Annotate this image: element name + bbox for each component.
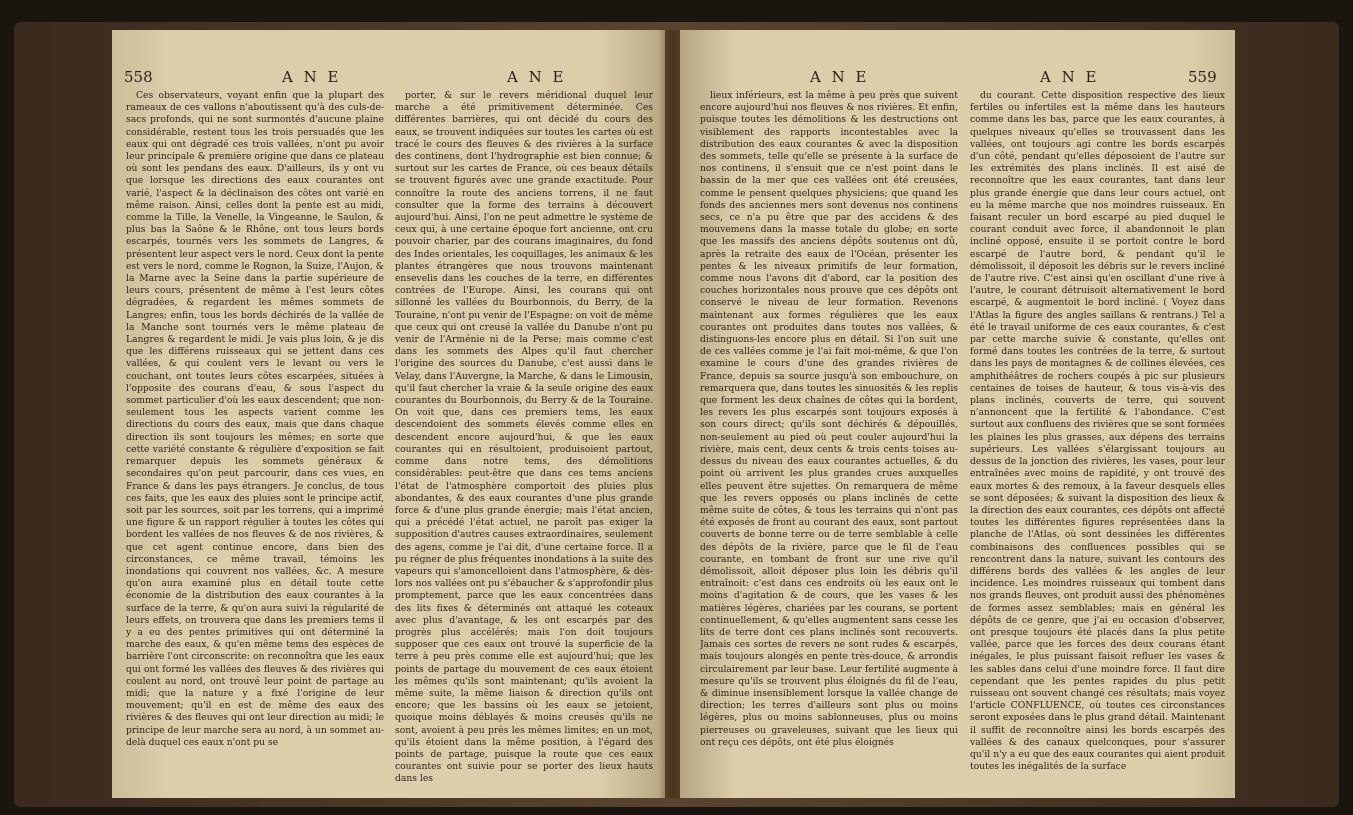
left-page-column-2 bbox=[395, 90, 653, 796]
right-header-right: A N E bbox=[1040, 68, 1100, 86]
left-page-number: 558 bbox=[124, 68, 153, 86]
left-col2-text: porter, & sur le revers méridional duquel leur marche a été primitivement déterminée. Ces différentes barrières, qui ont décidé du cours des eaux, se trouvent indiquées sur toutes les cartes où est tracé le cours des fleuves & des rivières à la surface des continens, dont l'hydrographie est bien connue; & surtout sur les cartes de France, où ces beaux détails se trouvent figurés avec une grande exactitude. Pour connoître la route des anciens torrens, il ne faut consulter que la forme des terrains à découvert aujourd'hui. Ainsi, l'on ne peut admettre le système de ceux qui, à une certaine époque fort ancienne, ont cru pouvoir charier, par des courans imaginaires, du fond des Indes orientales, les coquillages, les animaux & les plantes étrangères que nous trouvons maintenant ensevelis dans les couches de la terre, en différentes contrées de l'Europe. Ainsi, les courans qui ont sillonné les vallées du Bourbonnois, du Berry, de la Touraine, n'ont pu venir de l'Espagne: on voit de même que ceux qui ont creusé la vallée du Danube n'ont pu venir de l'Arménie ni de la Perse; mais comme c'est dans les sommets des Alpes qu'il faut chercher l'origine des sources du Danube, c'est aussi dans le Velay, dans l'Auvergne, la Marche, & dans le Limousin, qu'il faut chercher la vraie & la seule origine des eaux courantes du Bourbonnois, du Berry & de la Touraine. On voit que, dans ces premiers tems, les eaux descendoient des sommets élevés comme elles en descendent encore aujourd'hui, & que les eaux courantes qui en résultoient, produisoient partout, comme dans notre tems, des démolitions considérables: peut-être que dans ces tems anciens l'état de l'atmosphère comportoit des pluies plus abondantes, & des eaux courantes d'une plus grande force & d'une plus grande énergie; mais l'état ancien, qui a précédé l'état actuel, ne paroît pas exiger la supposition d'autres causes extraordinaires, seulement des agens, comme je l'ai dit, d'une certaine force. Il a pu régner de plus fréquentes inondations à la suite des vapeurs qui s'amoncelloient dans l'atmosphère, & dès-lors nos vallées ont pu s'ébaucher & s'approfondir plus promptement, parce que les eaux concentrées dans des lits fixes & déterminés ont attaqué les coteaux avec plus d'avantage, & les ont escarpés par des progrès plus accélérés; mais l'on doit toujours supposer que ces eaux ont trouvé la superficie de la terre à peu près comme elle est aujourd'hui; que les points de partage du mouvement de ces eaux étoient les mêmes qu'ils sont maintenant; qu'ils avoient la même suite, la même liaison & direction qu'ils ont encore; que les bassins où les eaux se jetoient, quoique moins déblayés & moins creusés qu'ils ne sont, avoient à peu près les mêmes limites; en un mot, qu'ils étoient dans la même position, à l'égard des points de partage, puisque la route que ces eaux courantes ont suivie pour se porter des lieux hauts dans les bbox=[395, 90, 653, 785]
left-header-right: A N E bbox=[507, 68, 567, 86]
left-col1-text: Ces observateurs, voyant enfin que la plupart des rameaux de ces vallons n'aboutissent qu'à des culs-de-sacs profonds, qui ne sont surmontés d'aucune plaine considérable, restent tous les trois persuadés que les eaux qui ont dégradé ces trois vallées, n'ont pu avoir leur principale & première origine que dans ce plateau où sont les pendans des eaux. D'ailleurs, ils y ont vu que lorsque les directions des eaux courantes ont varié, l'aspect & la déclinaison des côtes ont varié en même raison. Ainsi, celles dont la pente est au midi, comme la Tille, la Venelle, la Vingeanne, le Saulon, & plus bas la Saône & le Rhône, ont tous leurs bords escarpés, tournés vers les sommets de Langres, & présentent leur aspect vers le nord. Ceux dont la pente est vers le nord, comme le Rognon, la Suize, l'Aujon, & la Marne avec la Seine dans la partie supérieure de leurs cours, présentent de même à l'est leurs côtes dégradées, & regardent les mêmes sommets de Langres; enfin, tous les bords déchirés de la vallée de la Manche sont tournés vers le même plateau de Langres & regardent le midi. Je vais plus loin, & je dis que les différens ruisseaux qui se jettent dans ces vallées, & qui coulent vers le levant ou vers le couchant, ont toutes leurs côtes escarpées, situées à l'opposite des courans d'eau, & sous l'aspect du sommet particulier d'où les eaux descendent; que non-seulement tous les aspects varient comme les directions du cours des eaux, mais que dans chaque direction ils sont toujours les mêmes; en sorte que cette variété constante & régulière d'exposition se fait remarquer depuis les sommets généraux & secondaires qu'on peut parcourir, dans ces vues, en France & dans les pays étrangers. Je conclus, de tous ces faits, que les eaux des pluies sont le principe actif, soit par les sources, soit par les torrens, qui a imprimé une figure & un rapport régulier à toutes les côtes qui bordent les vallées de nos fleuves & de nos rivières, & que cet agent continue encore, dans bien des circonstances, ce même travail, témoins les inondations qui couvrent nos vallées, &c. A mesure qu'on aura examiné plus en détail toute cette économie de la distribution des eaux courantes à la surface de la terre, & qu'on aura suivi la régularité de leurs effets, on trouvera que dans les premiers tems il y a eu des pentes primitives qui ont déterminé la marche des eaux, & qu'en même tems des espèces de barrière l'ont circonscrite: on reconnoîtra que les eaux qui ont formé les vallées des fleuves & des rivières qui coulent au nord, ont trouvé leur point de partage au midi; que la nature y a fixé l'origine de leur mouvement; qu'il en est de même des eaux des rivières & des fleuves qui ont leur direction au midi; le principe de leur marche sera au nord, à un sommet au-delà duquel ces eaux n'ont pu se bbox=[126, 90, 384, 748]
right-page-column-1 bbox=[700, 90, 958, 796]
left-page-column-1 bbox=[126, 90, 384, 796]
right-page bbox=[680, 30, 1235, 798]
left-header-left: A N E bbox=[282, 68, 342, 86]
right-col2-text: du courant. Cette disposition respective des lieux fertiles ou infertiles est la même dans les hauteurs comme dans les bas, parce que les eaux courantes, à quelques niveaux qu'elles se trouvassent dans les vallées, ont toujours agi contre les bords escarpés d'un côté, pendant qu'elles déposoient de l'autre sur les extrémités des plans inclinés. Il est aisé de reconnoître que les eaux courantes, tant dans leur plus grande énergie que dans leur cours actuel, ont eu la même marche que nos moindres ruisseaux. En faisant reculer un bord escarpé au pied duquel le courant conduit avec force, il abandonnoit le plan incliné opposé, ensuite il se portoit contre le bord escarpé de l'autre bord, & pendant qu'il le démolissoit, il déposoit les débris sur le revers incliné de l'autre rive. C'est ainsi qu'en oscillant d'une rive à l'autre, le courant détruisoit alternativement le bord escarpé, & augmentoit le bord incliné. ( Voyez dans l'Atlas la figure des angles saillans & rentrans.) Tel a été le travail uniforme de ces eaux courantes, & c'est par cette marche suivie & constante, qu'elles ont formé dans toutes les contrées de la terre, & surtout dans les pays de montagnes & de collines élevées, ces amphithéâtres de rochers coupés à pic sur plusieurs centaines de toises de hauteur, & tous vis-à-vis des plans inclinés, couverts de terre, qui souvent n'annoncent que la fertilité & l'abondance. C'est surtout aux confluens des rivières que se sont formées les plaines les plus grasses, aux dépens des terrains supérieurs. Les vallées s'élargissant toujours au dessus de la jonction des rivières, les vases, pour leur entraînées avec moins de rapidité, y ont trouvé des eaux mortes & des remoux, à la faveur desquels elles se sont déposées; & suivant la disposition des lieux & la direction des eaux courantes, ces dépôts ont affecté toutes les différentes figures représentées dans la planche de l'Atlas, où sont dessinées les différentes combinaisons des confluences possibles qui se rencontrent dans la nature, suivant les contours des différens bords des vallées & les angles de leur incidence. Les moindres ruisseaux qui tombent dans nos grands fleuves, ont produit aussi des phénomènes de formes assez semblables; mais en général les dépôts de ce genre, que j'ai eu occasion d'observer, ont presque toujours été placés dans la plus petite vallée, parce que les forces des deux courans étant inégales, le plus puissant faisoit refluer les vases & les sables dans celui d'une moindre force. Il faut dire cependant que les pentes rapides du plus petit ruisseau ont souvent changé ces résultats; mais voyez l'article CONFLUENCE, où toutes ces circonstances seront exposées dans le plus grand détail. Maintenant il suffit de reconnoître ainsi les bords escarpés des vallées & des canaux quelconques, pour s'assurer qu'il n'y a eu que des eaux courantes qui aient produit toutes les inégalités de la surface bbox=[970, 90, 1225, 773]
right-col1-text: lieux inférieurs, est la même à peu près que suivent encore aujourd'hui nos fleuves & nos rivières. Et enfin, puisque toutes les démolitions & les destructions ont visiblement des rapports incontestables avec la distribution des eaux courantes & avec la disposition des sommets, telle qu'elle se présente à la surface de nos continens, il s'ensuit que ce n'est point dans le bassin de la mer que ces vallées ont été creusées, comme le pensent quelques physiciens; que quand les fonds des anciennes mers sont devenus nos continens secs, ce n'a pu être que par des accidens & des mouvemens dans la masse totale du globe; en sorte que les massifs des anciens dépôts soutenus ont dû, après la retraite des eaux de l'Océan, présenter les pentes & les niveaux primitifs de leur formation, comme nous l'avons dit d'abord, car la position des couches horizontales nous prouve que ces dépôts ont conservé le niveau de leur formation. Revenons maintenant aux formes régulières que les eaux courantes ont produites dans toutes nos vallées, & distinguons-les encore plus en détail. Si l'on suit une de ces vallées comme je l'ai fait moi-même, & que l'on examine le cours d'une des grandes rivières de France, depuis sa source jusqu'à son embouchure, on remarquera que, dans toutes les sinuosités & les replis que forment les deux chaînes de côtes qui la bordent, les revers les plus escarpés sont toujours exposés à son cours direct; qu'ils sont déchirés & dépouillés, non-seulement au pied où peut couler aujourd'hui la rivière, mais cent, deux cents & trois cents toises au-dessus du niveau des eaux courantes actuelles, & du point où arrivent les plus grandes crues auxquelles elles peuvent être sujettes. On remarquera de même que les revers opposés ou plans inclinés de cette même suite de côtes, & tous les terrains qui n'ont pas été exposés de front au courant des eaux, sont partout couverts de bonne terre ou de terre semblable à celle des dépôts de la rivière, parce que le fil de l'eau courante, en tombant de front sur une rive qu'il démolissoit, alloit déposer plus loin les débris qu'il entraînoit: c'est dans ces endroits où les eaux ont le moins d'agitation & de cours, que les vases & les matières légères, chariées par les courans, se portent continuellement, & qu'elles augmentent sans cesse les lits de terre dont ces plans inclinés sont recouverts. Jamais ces sortes de revers ne sont rudes & escarpés, mais toujours alongés en pente très-douce, & arrondis circulairement par leur base. Leur fertilité augmente à mesure qu'ils se trouvent plus éloignés du fil de l'eau, & diminue insensiblement lorsque la vallée change de direction; les terres d'ailleurs sont plus ou moins légères, plus ou moins sablonneuses, plus ou moins pierreuses ou graveleuses, suivant que les lieux qui ont reçu ces dépôts, ont été plus éloignés bbox=[700, 90, 958, 748]
right-page-number: 559 bbox=[1188, 68, 1217, 86]
left-page bbox=[112, 30, 665, 798]
right-header-left: A N E bbox=[810, 68, 870, 86]
right-page-column-2 bbox=[970, 90, 1225, 796]
